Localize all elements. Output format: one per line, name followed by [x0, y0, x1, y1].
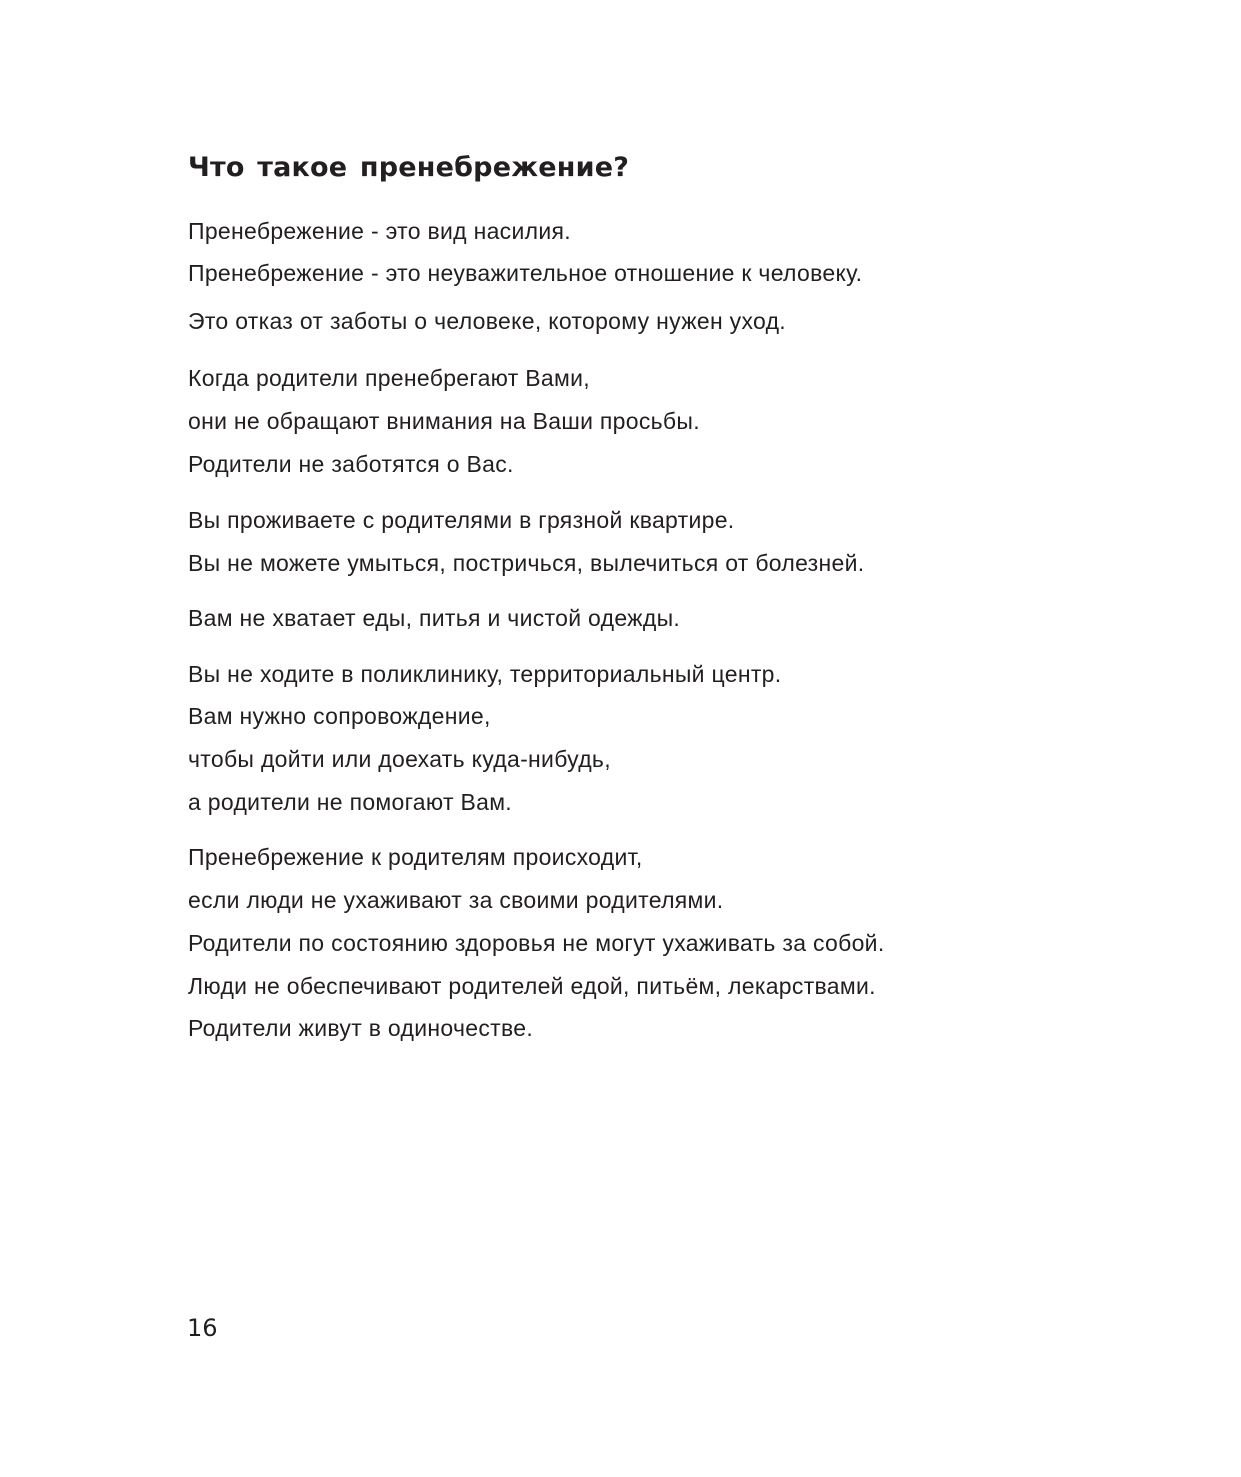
paragraph-6-line-3: Родители по состоянию здоровья не могут ухаживать за собой.: [188, 930, 885, 956]
paragraph-2-line-2: они не обращают внимания на Ваши просьбы.: [188, 408, 700, 434]
paragraph-3-line-1: Вы проживаете с родителями в грязной квартире.: [188, 507, 735, 533]
paragraph-6-line-4: Люди не обеспечивают родителей едой, питьём, лекарствами.: [188, 973, 876, 999]
paragraph-5-line-2: Вам нужно сопровождение,: [188, 703, 491, 729]
paragraph-3-line-2: Вы не можете умыться, постричься, вылечиться от болезней.: [188, 550, 865, 576]
paragraph-6-line-1: Пренебрежение к родителям происходит,: [188, 844, 643, 870]
paragraph-1-line-1: Пренебрежение - это вид насилия.: [188, 218, 571, 244]
paragraph-6-line-5: Родители живут в одиночестве.: [188, 1015, 534, 1041]
paragraph-5-line-4: а родители не помогают Вам.: [188, 789, 513, 815]
page-heading: Что такое пренебрежение?: [188, 152, 630, 183]
paragraph-2-line-3: Родители не заботятся о Вас.: [188, 451, 514, 477]
paragraph-5-line-1: Вы не ходите в поликлинику, территориальный центр.: [188, 661, 782, 687]
paragraph-1-line-2: Пренебрежение - это неуважительное отношение к человеку.: [188, 260, 863, 286]
paragraph-2-line-1: Когда родители пренебрегают Вами,: [188, 365, 590, 391]
paragraph-6-line-2: если люди не ухаживают за своими родителями.: [188, 887, 724, 913]
page-number: 16: [187, 1314, 218, 1342]
paragraph-1-line-3: Это отказ от заботы о человеке, которому нужен уход.: [188, 308, 787, 334]
paragraph-4-line-1: Вам не хватает еды, питья и чистой одежды.: [188, 605, 681, 631]
paragraph-5-line-3: чтобы дойти или доехать куда-нибудь,: [188, 746, 611, 772]
